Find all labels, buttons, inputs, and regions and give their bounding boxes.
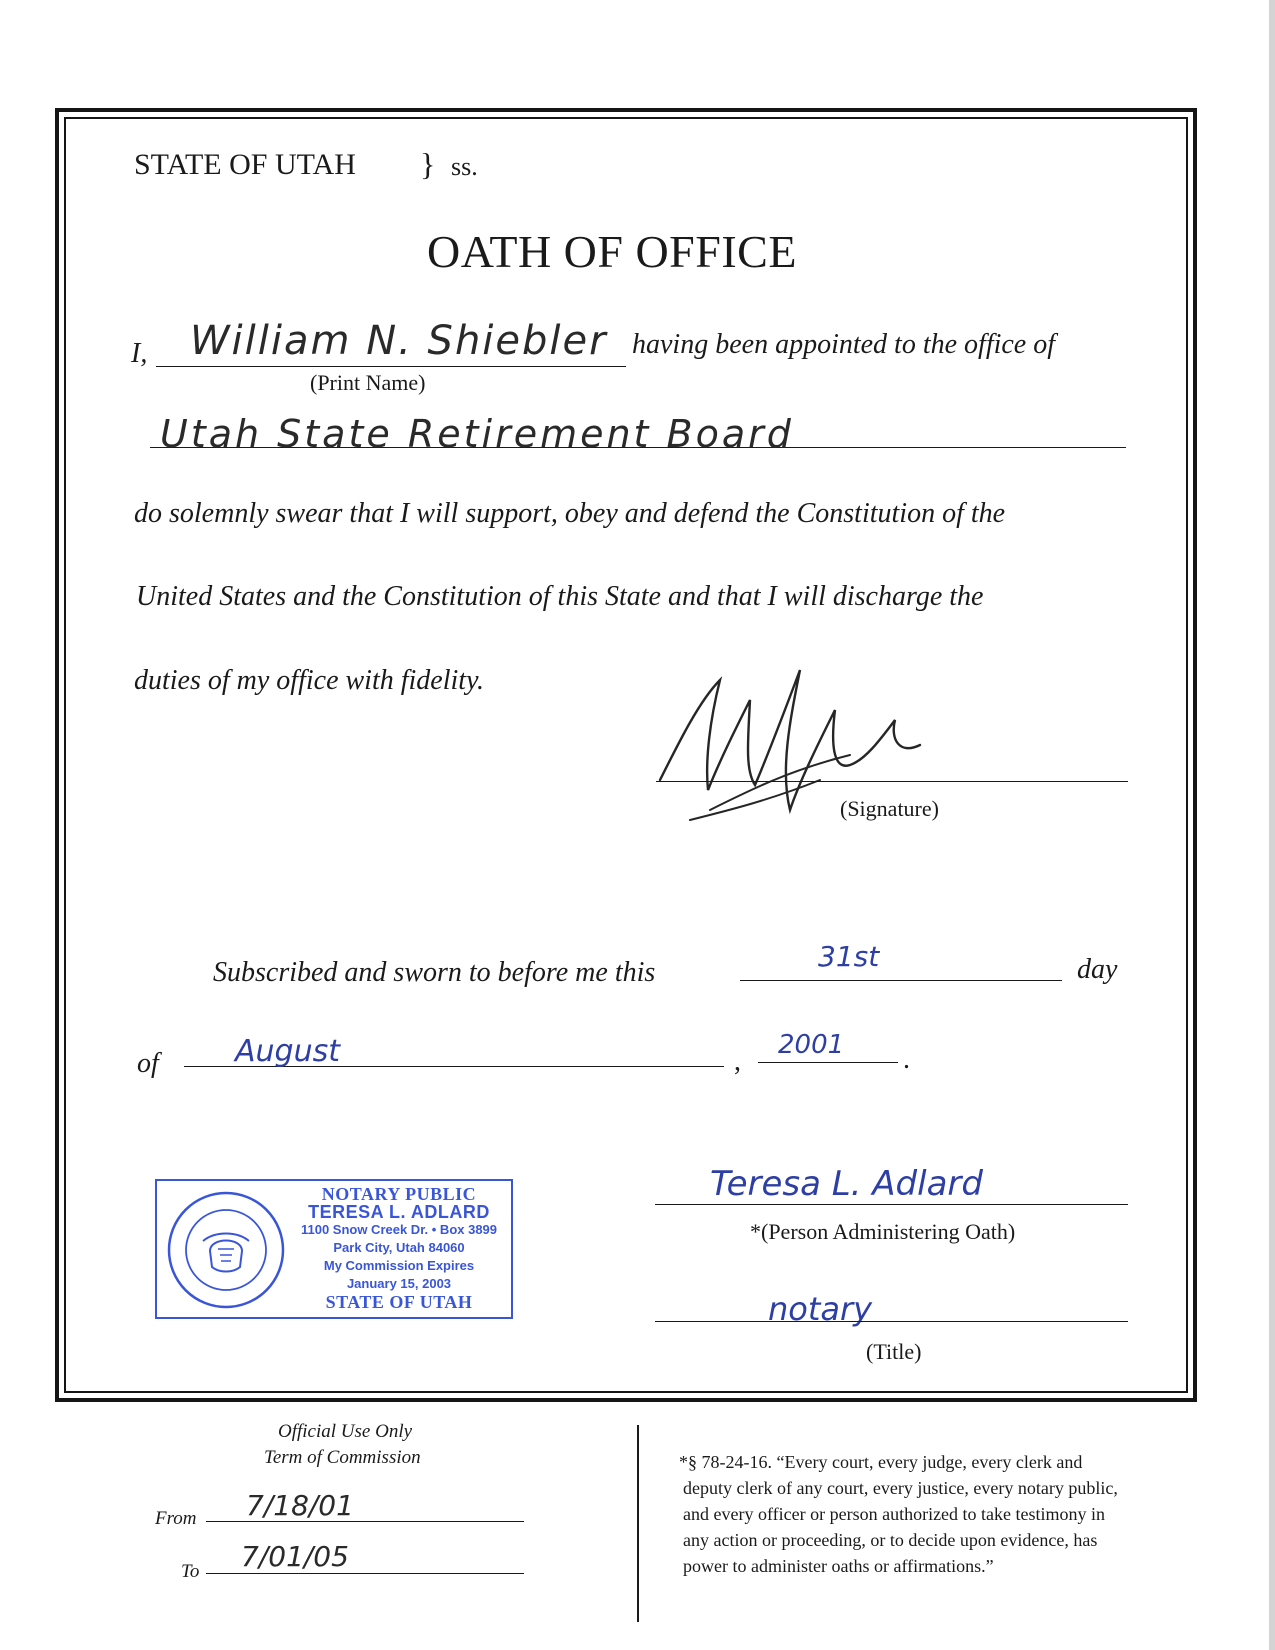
day-line [740, 980, 1062, 981]
subscribed-text: Subscribed and sworn to before me this [213, 957, 656, 988]
title-handwritten: notary [768, 1290, 873, 1328]
great-seal-icon [165, 1189, 287, 1311]
month-handwritten: August [235, 1034, 340, 1069]
oath-line-2: United States and the Constitution of this State and that I will discharge the [136, 581, 984, 612]
seal-state: STATE OF UTAH [325, 1292, 473, 1312]
name-handwritten: William N. Shiebler [190, 318, 608, 364]
office-handwritten: Utah State Retirement Board [160, 412, 794, 456]
administering-line [655, 1204, 1128, 1205]
to-line [206, 1573, 524, 1574]
to-label: To [181, 1561, 200, 1582]
signature-caption: (Signature) [840, 796, 939, 821]
from-value: 7/18/01 [246, 1489, 354, 1522]
comma: , [734, 1046, 741, 1077]
ss-label: ss. [451, 152, 478, 181]
name-line [156, 366, 626, 367]
seal-name: TERESA L. ADLARD [308, 1202, 490, 1222]
seal-expires: January 15, 2003 [346, 1276, 452, 1291]
day-label: day [1077, 954, 1118, 985]
title-line [655, 1321, 1128, 1322]
from-label: From [155, 1508, 197, 1529]
day-handwritten: 31st [818, 940, 880, 973]
to-value: 7/01/05 [241, 1540, 349, 1573]
statute-line-5: power to administer oaths or affirmations.” [683, 1556, 994, 1576]
seal-title: NOTARY PUBLIC [321, 1184, 477, 1204]
official-use-heading: Official Use Only [278, 1421, 413, 1442]
title-caption: (Title) [866, 1339, 922, 1364]
oath-line-1: do solemnly swear that I will support, obey and defend the Constitution of the [134, 498, 1006, 529]
term-heading: Term of Commission [264, 1447, 421, 1468]
state-label: STATE OF UTAH [134, 148, 356, 181]
having-text: having been appointed to the office of [632, 329, 1056, 360]
notary-seal-stamp [155, 1179, 513, 1319]
brace: } [420, 146, 436, 182]
administering-signature: Teresa L. Adlard [710, 1164, 983, 1204]
seal-address: 1100 Snow Creek Dr. • Box 3899 [300, 1222, 498, 1237]
seal-city: Park City, Utah 84060 [333, 1240, 465, 1255]
statute-line-2: deputy clerk of any court, every justice, every notary public, [683, 1478, 1118, 1498]
bottom-divider [637, 1425, 639, 1622]
year-handwritten: 2001 [778, 1030, 845, 1060]
signature-line [656, 781, 1128, 782]
i-prefix: I, [131, 338, 148, 369]
page-edge-shadow [1269, 0, 1275, 1650]
oath-line-3: duties of my office with fidelity. [134, 665, 484, 696]
statute-line-4: any action or proceeding, or to decide upon evidence, has [683, 1530, 1098, 1550]
year-line [758, 1062, 898, 1063]
page-title: OATH OF OFFICE [427, 226, 797, 277]
period: . [903, 1044, 910, 1075]
seal-commission: My Commission Expires [323, 1258, 475, 1273]
statute-line-3: and every officer or person authorized to take testimony in [683, 1504, 1106, 1524]
of-label: of [137, 1048, 159, 1079]
name-caption: (Print Name) [310, 370, 426, 395]
statute-line-1: *§ 78-24-16. “Every court, every judge, every clerk and [679, 1452, 1083, 1472]
administering-caption: *(Person Administering Oath) [750, 1219, 1016, 1244]
